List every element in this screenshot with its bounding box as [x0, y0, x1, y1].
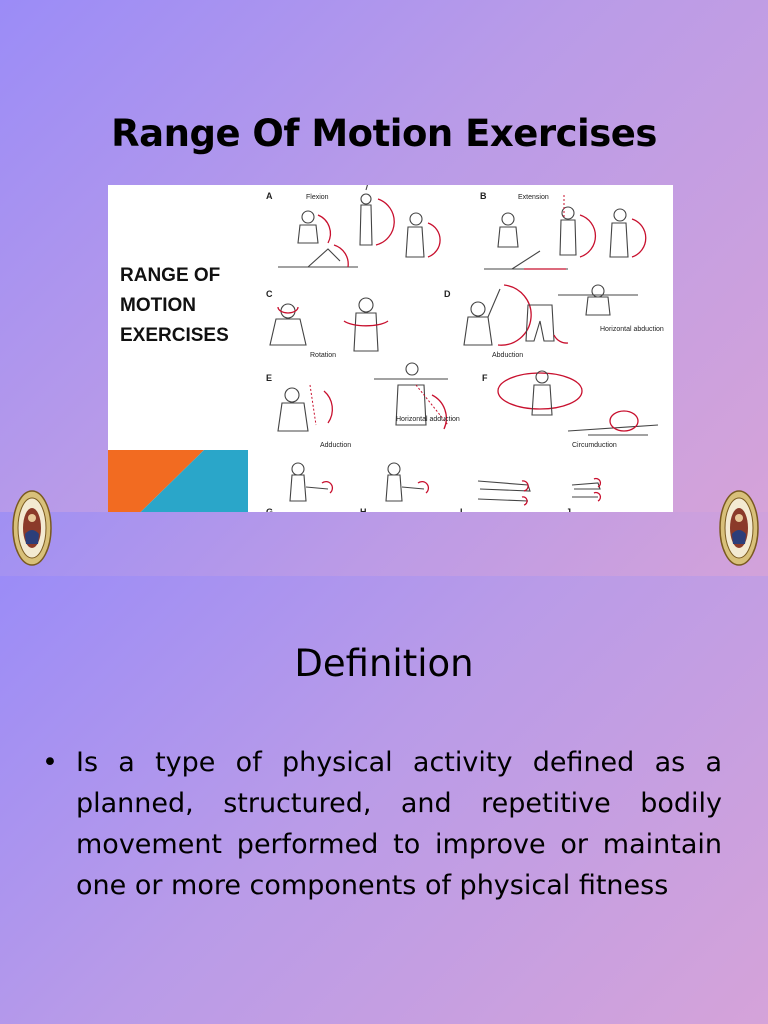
slide-gap — [0, 512, 768, 576]
panel-key-f: F — [482, 373, 488, 383]
panel-key-e: E — [266, 373, 273, 383]
definition-title: Definition — [294, 642, 474, 685]
panel-key-b: B — [480, 191, 487, 201]
inversion-figure — [478, 481, 530, 505]
circumduction-figures — [498, 371, 658, 435]
supination-figure — [290, 463, 332, 501]
abduction-figures — [464, 285, 638, 345]
extension-figures — [484, 195, 646, 269]
range-of-motion-figure — [108, 185, 673, 512]
panel-label-horizontal-adduction: Horizontal adduction — [396, 416, 460, 423]
university-seal-left-icon — [12, 490, 52, 566]
panel-label-rotation: Rotation — [310, 352, 337, 359]
panel-key-c: C — [266, 289, 273, 299]
flexion-figures — [278, 185, 440, 267]
panel-label-horizontal-abduction: Horizontal abduction — [600, 326, 664, 333]
panel-key-d: D — [444, 289, 451, 299]
corner-decoration — [108, 450, 248, 512]
exercise-illustrations — [248, 185, 673, 512]
panel-label-circumduction: Circumduction — [572, 442, 617, 449]
university-seal-right-icon — [719, 490, 759, 566]
panel-label-extension: Extension — [518, 194, 549, 201]
slide-title: Range Of Motion Exercises — [111, 112, 657, 155]
panel-key-a: A — [266, 191, 273, 201]
pronation-figure — [386, 463, 428, 501]
eversion-figure — [572, 479, 600, 501]
rotation-figures — [270, 298, 388, 351]
bullet-dot-icon: • — [42, 747, 58, 778]
panel-label-abduction: Abduction — [492, 352, 524, 359]
figure-heading: RANGE OF MOTION EXERCISES — [120, 265, 229, 346]
slide-definition — [0, 576, 768, 1024]
panel-label-adduction: Adduction — [320, 442, 352, 449]
definition-bullet — [42, 742, 722, 906]
definition-text: Is a type of physical activity defined as a planned, structured, and repetitive bodily movement performed to improve or maintain one or more components of physical fitness — [76, 747, 722, 901]
panel-label-flexion: Flexion — [306, 194, 329, 201]
